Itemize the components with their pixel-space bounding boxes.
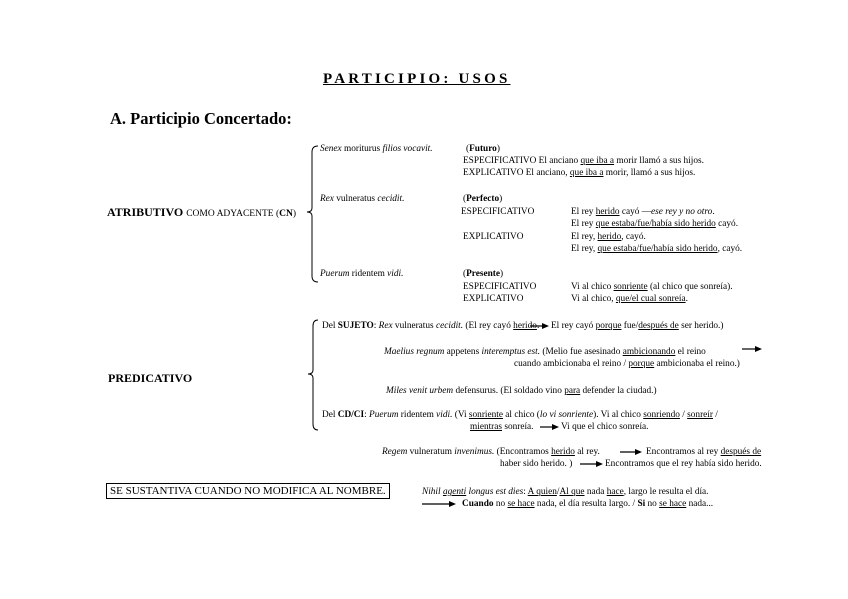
perfecto-esp-line2: El rey que estaba/fue/había sido herido cayó.: [571, 219, 739, 229]
arrow-regem-2: [580, 461, 603, 467]
miles-line: Miles venit urbem defensurus. (El soldado vino para defender la ciudad.): [386, 386, 657, 396]
regem-line2-cont: Encontramos que el rey había sido herido.: [605, 459, 762, 469]
sustantiva-box: SE SUSTANTIVA CUANDO NO MODIFICA AL NOMBRE.: [106, 483, 390, 499]
futuro-latin: Senex moriturus filios vocavit.: [320, 144, 433, 154]
futuro-explicativo: EXPLICATIVO El anciano, que iba a morir, llamó a sus hijos.: [463, 168, 696, 178]
arrow-maelius: [742, 346, 762, 352]
perfecto-esp-line1: El rey herido cayó —ese rey y no otro.: [571, 207, 715, 217]
sujeto-line-cont: El rey cayó porque fue/después de ser herido.): [551, 321, 724, 331]
perfecto-exp-label: EXPLICATIVO: [463, 232, 524, 242]
regem-line1-cont: Encontramos al rey después de: [646, 447, 762, 457]
presente-tense: (Presente): [463, 269, 504, 279]
sustantiva-line1: Nihil agenti longus est dies: A quien/Al que nada hace, largo le resulta el día.: [422, 487, 709, 497]
perfecto-exp-line2: El rey, que estaba/fue/había sido herido, cayó.: [571, 244, 743, 254]
atributivo-brace: [307, 146, 318, 282]
presente-exp-text: Vi al chico, que/el cual sonreía.: [571, 294, 688, 304]
perfecto-tense: (Perfecto): [463, 194, 503, 204]
presente-exp-label: EXPLICATIVO: [463, 294, 524, 304]
sustantiva-line2: Cuando no se hace nada, el día resulta largo. / Si no se hace nada...: [462, 499, 714, 509]
presente-esp-label: ESPECIFICATIVO: [463, 282, 537, 292]
perfecto-esp-label: ESPECIFICATIVO: [461, 207, 535, 217]
futuro-tense: (Futuro): [466, 144, 500, 154]
perfecto-latin: Rex vulneratus cecidit.: [320, 194, 405, 204]
presente-esp-text: Vi al chico sonriente (al chico que sonreía).: [571, 282, 733, 292]
arrow-regem-1: [620, 449, 642, 455]
regem-line1: Regem vulneratum invenimus. (Encontramos herido al rey.: [382, 447, 600, 457]
maelius-line1: Maelius regnum appetens interemptus est. (Melio fue asesinado ambicionando el reino: [384, 347, 706, 357]
page-title: PARTICIPIO: USOS: [323, 71, 511, 87]
cdci-line2-cont: Vi que el chico sonreía.: [561, 422, 649, 432]
regem-line2: haber sido herido. ): [500, 459, 573, 469]
maelius-line2: cuando ambicionaba el reino / porque ambicionaba el reino.): [514, 359, 740, 369]
predicativo-label: PREDICATIVO: [108, 371, 193, 385]
atributivo-label: ATRIBUTIVO COMO ADYACENTE (CN): [107, 205, 297, 219]
predicativo-brace: [308, 320, 318, 430]
sujeto-line: Del SUJETO: Rex vulneratus cecidit. (El rey cayó herido.: [322, 321, 540, 331]
cdci-line2: mientras sonreía.: [470, 422, 534, 432]
section-heading: A. Participio Concertado:: [110, 109, 292, 128]
perfecto-exp-line1: El rey, herido, cayó.: [571, 232, 646, 242]
arrow-sustantiva: [422, 501, 456, 507]
arrow-cdci: [540, 424, 559, 430]
futuro-especificativo: ESPECIFICATIVO El anciano que iba a morir llamó a sus hijos.: [463, 156, 704, 166]
cdci-line1: Del CD/CI: Puerum ridentem vidi. (Vi sonriente al chico (lo vi sonriente). Vi al chico sonriendo / sonreír /: [322, 410, 718, 420]
presente-latin: Puerum ridentem vidi.: [320, 269, 404, 279]
